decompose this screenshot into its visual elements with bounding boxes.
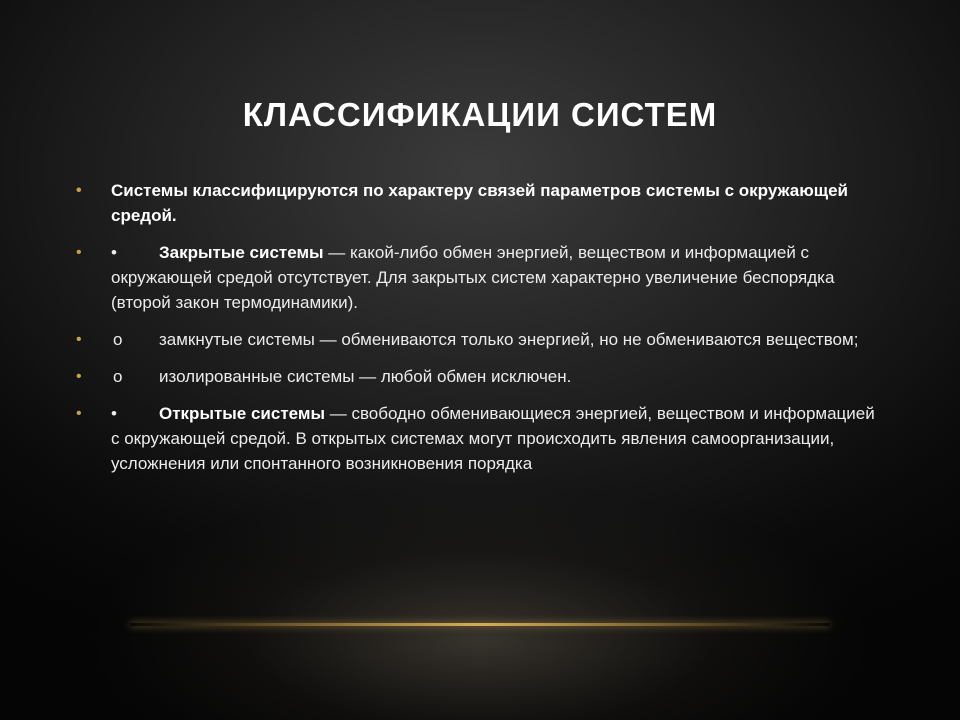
list-item — [76, 327, 876, 352]
list-item — [76, 178, 876, 228]
item-text: замкнутые системы — обмениваются только энергией, но не обмениваются веществом; — [159, 330, 859, 349]
sub-marker: o — [113, 330, 123, 349]
bullet-icon: • — [76, 405, 82, 422]
list-item — [76, 364, 876, 389]
sub-marker: • — [111, 243, 117, 262]
sub-marker: • — [111, 404, 117, 423]
list-item — [76, 401, 876, 476]
item-text: — свободно обменивающиеся энергией, веществом и информацией с окружающей средой. В открытых системах могут происходить явления самоорганизации, усложнения или спонтанного возникновения порядка — [111, 404, 875, 473]
item-term: Открытые системы — [159, 404, 325, 423]
sub-marker: o — [113, 367, 123, 386]
item-text: изолированные системы — любой обмен исключен. — [159, 367, 572, 386]
bullet-icon: • — [76, 368, 82, 385]
bullet-icon: • — [76, 331, 82, 348]
bullet-icon: • — [76, 182, 82, 199]
item-text: — какой-либо обмен энергией, веществом и информацией с окружающей средой отсутствует. Для закрытых систем характерно увеличение беспорядка (второй закон термодинамики). — [111, 243, 835, 312]
list-item — [76, 240, 876, 315]
bullet-icon: • — [76, 244, 82, 261]
item-text: Системы классифицируются по характеру связей параметров системы с окружающей средой. — [111, 181, 848, 225]
item-term: Закрытые системы — [159, 243, 324, 262]
accent-glow-line — [130, 623, 830, 626]
bullet-list — [76, 178, 876, 488]
slide-title: КЛАССИФИКАЦИИ СИСТЕМ — [242, 96, 718, 133]
